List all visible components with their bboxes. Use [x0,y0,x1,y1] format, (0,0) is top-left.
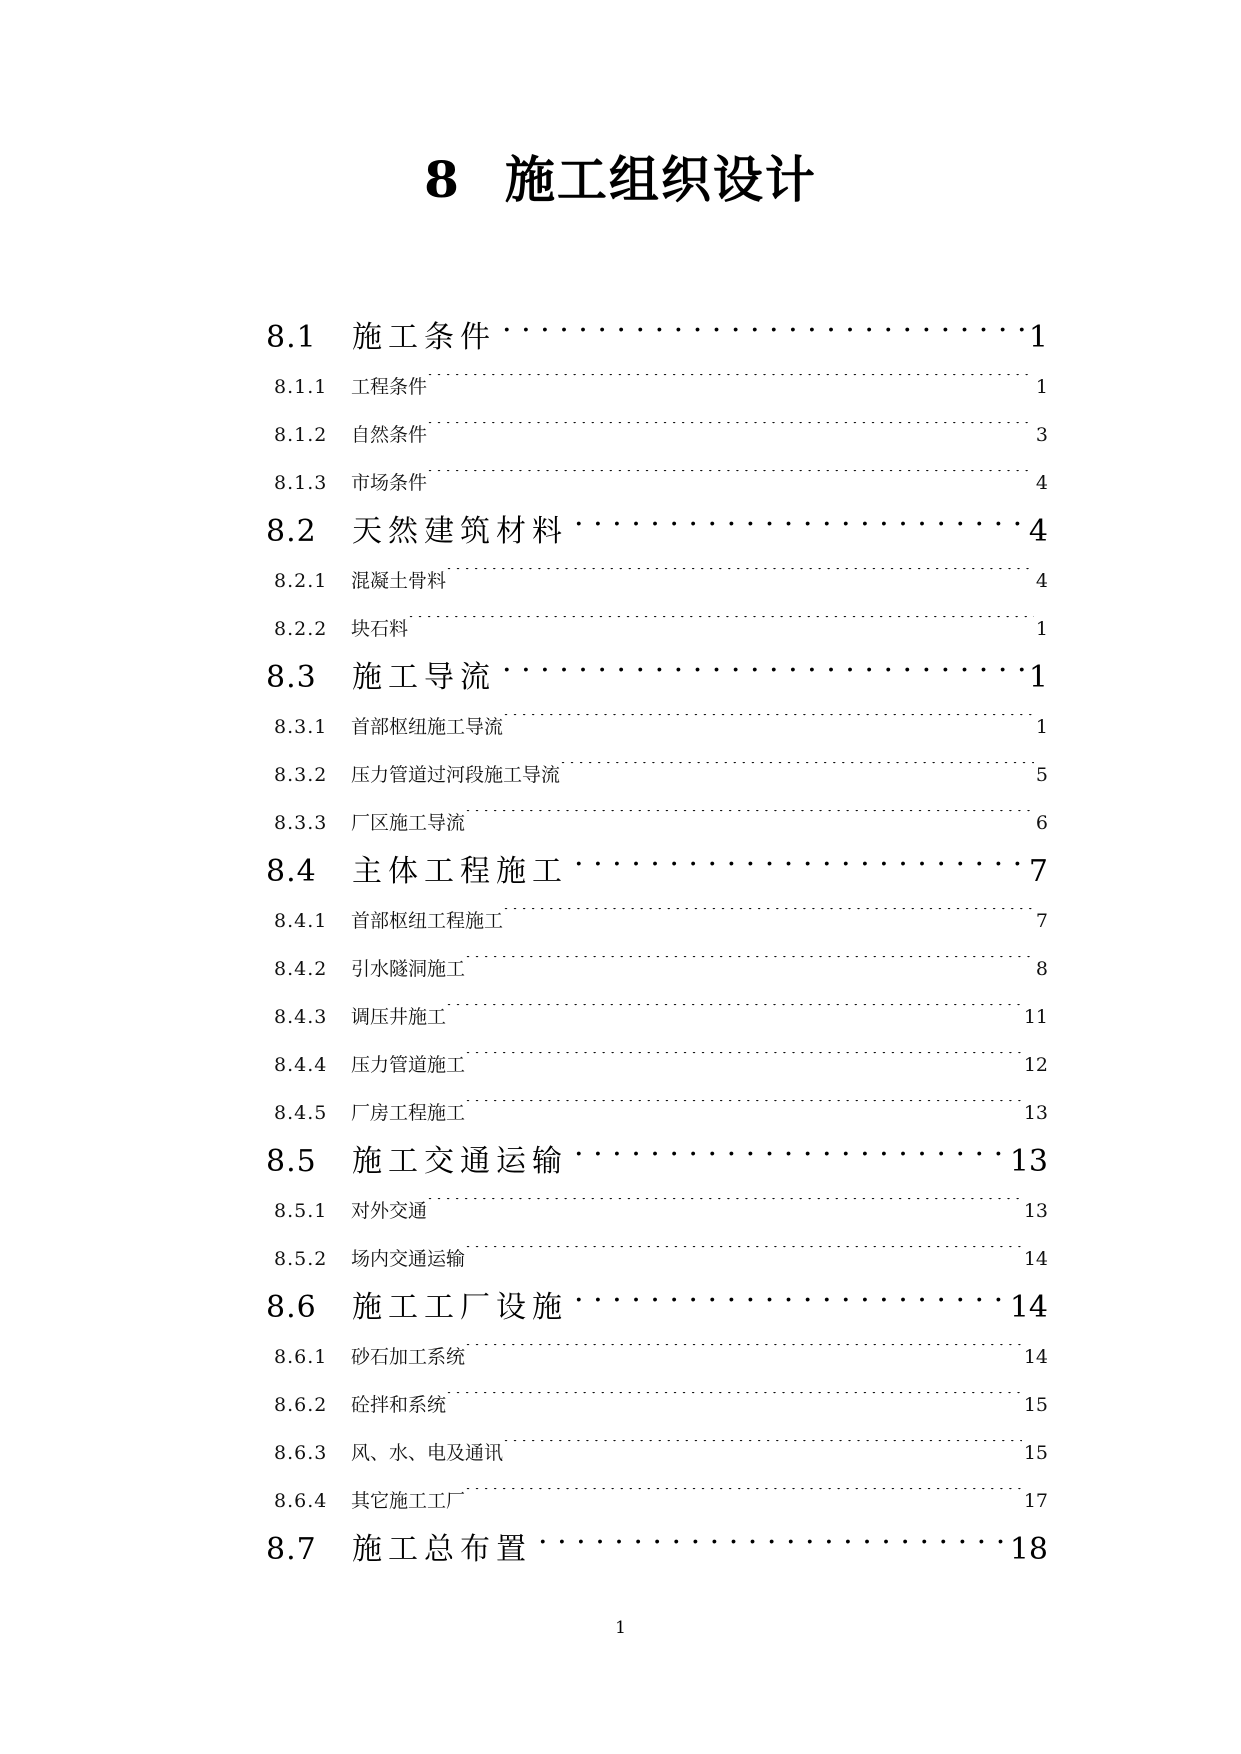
toc-entry-number: 8.2 [266,514,317,549]
toc-entry-number: 8.2.2 [274,618,328,640]
toc-entry-number: 8.1 [266,320,317,355]
toc-subsection-entry[interactable] [266,1089,1048,1137]
toc-entry-page: 13 [1023,1200,1048,1222]
toc-entry-title: 主体工程施工 [352,854,568,889]
table-of-contents [266,313,1048,1575]
toc-entry-title: 块石料 [351,618,409,640]
toc-section-entry[interactable] [266,653,1048,703]
toc-dot-leader [574,1141,1008,1171]
toc-subsection-entry[interactable] [266,1381,1048,1429]
toc-subsection-entry[interactable] [266,411,1048,459]
toc-subsection-entry[interactable] [266,1429,1048,1477]
toc-subsection-entry[interactable] [266,751,1048,799]
toc-entry-page: 1 [1035,618,1048,640]
chapter-title: 施工组织设计 [504,150,817,209]
toc-entry-page: 15 [1023,1394,1048,1416]
toc-subsection-entry[interactable] [266,605,1048,653]
toc-dot-leader [574,851,1027,881]
toc-section-entry[interactable] [266,1525,1048,1575]
toc-entry-title: 场内交通运输 [351,1248,466,1270]
toc-section-entry[interactable] [266,847,1048,897]
toc-subsection-entry[interactable] [266,897,1048,945]
toc-entry-number: 8.4.5 [274,1102,328,1124]
toc-entry-title: 自然条件 [351,424,428,446]
toc-dot-leader [503,714,1034,733]
toc-dot-leader [465,1344,1022,1363]
toc-entry-number: 8.3.3 [274,812,328,834]
toc-dot-leader [465,1100,1022,1119]
toc-entry-title: 调压井施工 [351,1006,447,1028]
toc-entry-page: 14 [1023,1248,1048,1270]
toc-entry-page: 7 [1035,910,1048,932]
toc-entry-title: 引水隧洞施工 [351,958,466,980]
toc-entry-page: 1 [1028,660,1048,695]
toc-entry-page: 14 [1023,1346,1048,1368]
toc-entry-number: 8.4.1 [274,910,328,932]
toc-entry-page: 3 [1035,424,1048,446]
toc-entry-page: 4 [1028,514,1048,549]
toc-entry-number: 8.6.4 [274,1490,328,1512]
toc-subsection-entry[interactable] [266,1477,1048,1525]
toc-dot-leader [446,1392,1022,1411]
toc-entry-number: 8.4.4 [274,1054,328,1076]
toc-dot-leader [502,657,1027,687]
toc-entry-page: 8 [1035,958,1048,980]
toc-entry-number: 8.3.2 [274,764,328,786]
toc-subsection-entry[interactable] [266,363,1048,411]
toc-entry-page: 1 [1028,320,1048,355]
toc-section-entry[interactable] [266,1283,1048,1333]
toc-section-entry[interactable] [266,313,1048,363]
toc-dot-leader [408,616,1034,635]
toc-section-entry[interactable] [266,1137,1048,1187]
toc-subsection-entry[interactable] [266,703,1048,751]
toc-section-entry[interactable] [266,507,1048,557]
toc-entry-page: 18 [1009,1532,1048,1567]
toc-entry-page: 1 [1035,376,1048,398]
toc-entry-page: 15 [1023,1442,1048,1464]
toc-entry-number: 8.4.3 [274,1006,328,1028]
toc-entry-title: 施工导流 [352,660,496,695]
toc-entry-title: 砂石加工系统 [351,1346,466,1368]
toc-subsection-entry[interactable] [266,945,1048,993]
toc-entry-number: 8.6.1 [274,1346,328,1368]
page-number: 1 [615,1618,626,1638]
toc-entry-title: 首部枢纽工程施工 [351,910,504,932]
toc-entry-title: 其它施工工厂 [351,1490,466,1512]
toc-dot-leader [465,1052,1022,1071]
toc-entry-number: 8.3.1 [274,716,328,738]
toc-entry-title: 风、水、电及通讯 [351,1442,504,1464]
toc-dot-leader [503,1440,1022,1459]
toc-entry-number: 8.6.3 [274,1442,328,1464]
toc-entry-number: 8.6.2 [274,1394,328,1416]
toc-subsection-entry[interactable] [266,459,1048,507]
toc-entry-number: 8.2.1 [274,570,328,592]
toc-entry-title: 压力管道施工 [351,1054,466,1076]
toc-subsection-entry[interactable] [266,799,1048,847]
toc-entry-number: 8.3 [266,660,317,695]
toc-dot-leader [465,956,1034,975]
toc-entry-page: 4 [1035,570,1048,592]
toc-entry-page: 13 [1023,1102,1048,1124]
toc-entry-number: 8.6 [266,1290,317,1325]
toc-entry-title: 施工交通运输 [352,1144,568,1179]
toc-entry-title: 压力管道过河段施工导流 [351,764,561,786]
toc-entry-number: 8.1.1 [274,376,328,398]
toc-entry-page: 7 [1028,854,1048,889]
toc-entry-number: 8.5 [266,1144,317,1179]
chapter-number: 8 [424,150,461,209]
toc-dot-leader [503,908,1034,927]
toc-entry-page: 12 [1023,1054,1048,1076]
toc-entry-number: 8.7 [266,1532,317,1567]
toc-subsection-entry[interactable] [266,1041,1048,1089]
toc-entry-page: 14 [1009,1290,1048,1325]
page-title [0,148,1241,212]
toc-dot-leader [560,762,1034,781]
toc-entry-title: 对外交通 [351,1200,428,1222]
toc-subsection-entry[interactable] [266,1235,1048,1283]
toc-dot-leader [446,568,1034,587]
toc-entry-number: 8.4.2 [274,958,328,980]
toc-entry-title: 施工工厂设施 [352,1290,568,1325]
toc-entry-page: 1 [1035,716,1048,738]
toc-dot-leader [465,1488,1022,1507]
toc-entry-page: 11 [1023,1006,1048,1028]
toc-subsection-entry[interactable] [266,1333,1048,1381]
toc-entry-title: 首部枢纽施工导流 [351,716,504,738]
toc-entry-page: 4 [1035,472,1048,494]
toc-dot-leader [427,470,1034,489]
toc-subsection-entry[interactable] [266,1187,1048,1235]
toc-dot-leader [574,511,1027,541]
toc-dot-leader [502,317,1027,347]
toc-entry-title: 混凝土骨料 [351,570,447,592]
toc-entry-title: 施工总布置 [352,1532,532,1567]
toc-dot-leader [574,1287,1008,1317]
toc-dot-leader [465,810,1034,829]
toc-entry-title: 厂区施工导流 [351,812,466,834]
toc-subsection-entry[interactable] [266,993,1048,1041]
toc-dot-leader [427,422,1034,441]
toc-entry-number: 8.5.2 [274,1248,328,1270]
toc-entry-title: 砼拌和系统 [351,1394,447,1416]
toc-dot-leader [446,1004,1022,1023]
toc-entry-page: 17 [1023,1490,1048,1512]
toc-dot-leader [427,374,1034,393]
toc-entry-page: 6 [1035,812,1048,834]
toc-entry-title: 厂房工程施工 [351,1102,466,1124]
toc-entry-number: 8.4 [266,854,317,889]
toc-entry-number: 8.1.2 [274,424,328,446]
toc-entry-title: 工程条件 [351,376,428,398]
toc-entry-title: 市场条件 [351,472,428,494]
toc-entry-title: 天然建筑材料 [352,514,568,549]
toc-dot-leader [427,1198,1022,1217]
toc-entry-page: 13 [1009,1144,1048,1179]
toc-dot-leader [465,1246,1022,1265]
toc-entry-number: 8.1.3 [274,472,328,494]
toc-dot-leader [538,1529,1008,1559]
toc-entry-title: 施工条件 [352,320,496,355]
toc-subsection-entry[interactable] [266,557,1048,605]
toc-entry-page: 5 [1035,764,1048,786]
toc-entry-number: 8.5.1 [274,1200,328,1222]
